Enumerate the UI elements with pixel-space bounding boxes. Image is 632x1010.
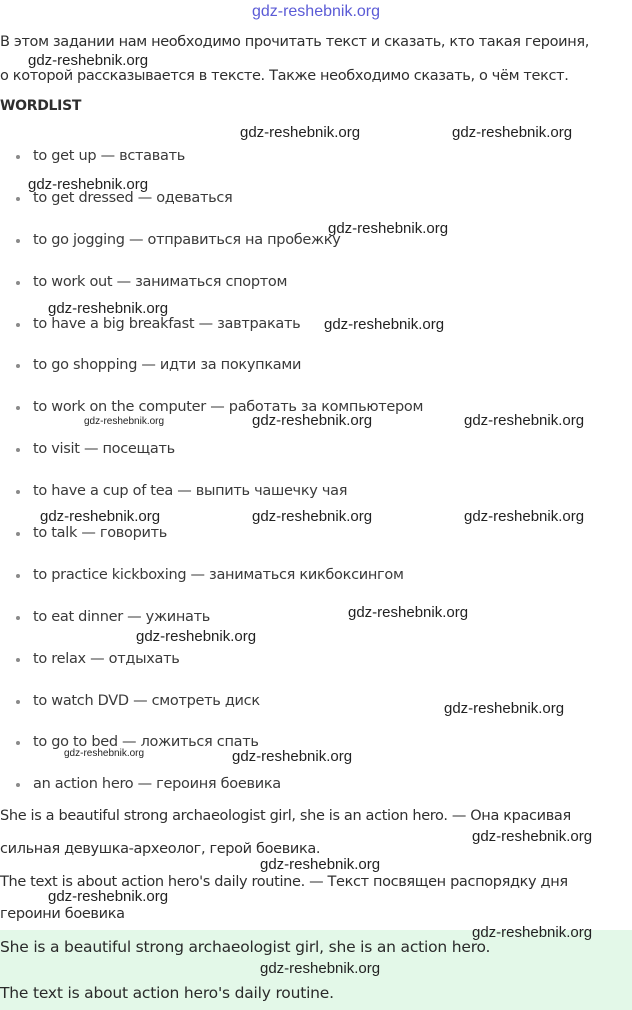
watermark: gdz-reshebnik.org <box>136 628 257 645</box>
bullet-icon <box>16 658 20 662</box>
list-item-text: an action hero — героиня боевика <box>33 776 281 793</box>
bullet-icon <box>16 197 20 201</box>
list-item-text: to get up — вставать <box>33 148 185 164</box>
watermark: gdz-reshebnik.org <box>252 412 373 429</box>
list-item-text: to work on the computer — работать за компьютером <box>33 399 424 416</box>
bullet-icon <box>16 239 20 243</box>
watermark: gdz-reshebnik.org <box>28 176 149 193</box>
watermark: gdz-reshebnik.org <box>444 700 565 717</box>
translation-2-line-1: The text is about action hero's daily routine. — Текст посвящен распорядку дня <box>0 874 568 890</box>
bullet-icon <box>16 406 20 410</box>
watermark: gdz-reshebnik.org <box>64 748 145 759</box>
watermark: gdz-reshebnik.org <box>232 748 353 765</box>
translation-1-line-2: сильная девушка-археолог, герой боевика. <box>0 841 321 857</box>
list-item-text: to relax — отдыхать <box>33 650 180 667</box>
list-item <box>0 607 632 649</box>
bullet-icon <box>16 783 20 787</box>
list-item-text: to get dressed — одеваться <box>33 189 233 206</box>
bullet-icon <box>16 155 20 159</box>
list-item-text: to eat dinner — ужинать <box>33 608 211 625</box>
list-item-text: to go to bed — ложиться спать <box>33 734 259 751</box>
watermark: gdz-reshebnik.org <box>260 960 381 977</box>
list-item-text: to practice kickboxing — заниматься кикбоксингом <box>33 566 404 583</box>
bullet-icon <box>16 741 20 745</box>
bullet-icon <box>16 364 20 368</box>
watermark: gdz-reshebnik.org <box>328 220 449 237</box>
watermark: gdz-reshebnik.org <box>40 508 161 525</box>
list-item-text: to work out — заниматься спортом <box>33 273 288 290</box>
watermark: gdz-reshebnik.org <box>48 300 169 317</box>
bullet-icon <box>16 323 20 327</box>
bullet-icon <box>16 448 20 452</box>
wordlist-heading: WORDLIST <box>0 98 82 114</box>
site-header[interactable]: gdz-reshebnik.org <box>251 3 381 20</box>
translation-1-line-1: She is a beautiful strong archaeologist girl, she is an action hero. — Она красивая <box>0 808 571 824</box>
watermark: gdz-reshebnik.org <box>452 124 573 141</box>
answer-line-2: The text is about action hero's daily routine. <box>0 984 334 1002</box>
list-item-text: to have a big breakfast — завтракать <box>33 315 301 332</box>
watermark: gdz-reshebnik.org <box>348 604 469 621</box>
list-item-text: to talk — говорить <box>33 525 168 542</box>
list-item <box>0 230 632 272</box>
list-item-text: to go jogging — отправиться на пробежку <box>33 231 341 248</box>
bullet-icon <box>16 574 20 578</box>
bullet-icon <box>16 490 20 494</box>
list-item <box>0 523 632 565</box>
watermark: gdz-reshebnik.org <box>240 124 361 141</box>
bullet-icon <box>16 616 20 620</box>
watermark: gdz-reshebnik.org <box>48 888 169 905</box>
bullet-icon <box>16 281 20 285</box>
list-item-text: to go shopping — идти за покупками <box>33 357 302 374</box>
list-item <box>0 439 632 481</box>
watermark: gdz-reshebnik.org <box>28 52 149 69</box>
watermark: gdz-reshebnik.org <box>324 316 445 333</box>
translation-2-line-2: героини боевика <box>0 906 125 922</box>
list-item-text: to have a cup of tea — выпить чашечку чая <box>33 483 348 500</box>
watermark: gdz-reshebnik.org <box>464 508 585 525</box>
watermark: gdz-reshebnik.org <box>84 416 165 427</box>
list-item <box>0 565 632 607</box>
intro-line-2: о которой рассказывается в тексте. Также необходимо сказать, о чём текст. <box>0 68 569 84</box>
list-item <box>0 355 632 397</box>
intro-line-1: В этом задании нам необходимо прочитать текст и сказать, кто такая героиня, <box>0 34 589 50</box>
bullet-icon <box>16 532 20 536</box>
watermark: gdz-reshebnik.org <box>472 924 593 941</box>
list-item-text: to visit — посещать <box>33 441 175 458</box>
answer-line-1: She is a beautiful strong archaeologist girl, she is an action hero. <box>0 938 491 956</box>
watermark: gdz-reshebnik.org <box>464 412 585 429</box>
watermark: gdz-reshebnik.org <box>472 828 593 845</box>
list-item <box>0 188 632 230</box>
list-item-text: to watch DVD — смотреть диск <box>33 692 260 709</box>
list-item <box>0 314 632 356</box>
bullet-icon <box>16 700 20 704</box>
watermark: gdz-reshebnik.org <box>252 508 373 525</box>
list-item <box>0 649 632 691</box>
watermark: gdz-reshebnik.org <box>260 856 381 873</box>
